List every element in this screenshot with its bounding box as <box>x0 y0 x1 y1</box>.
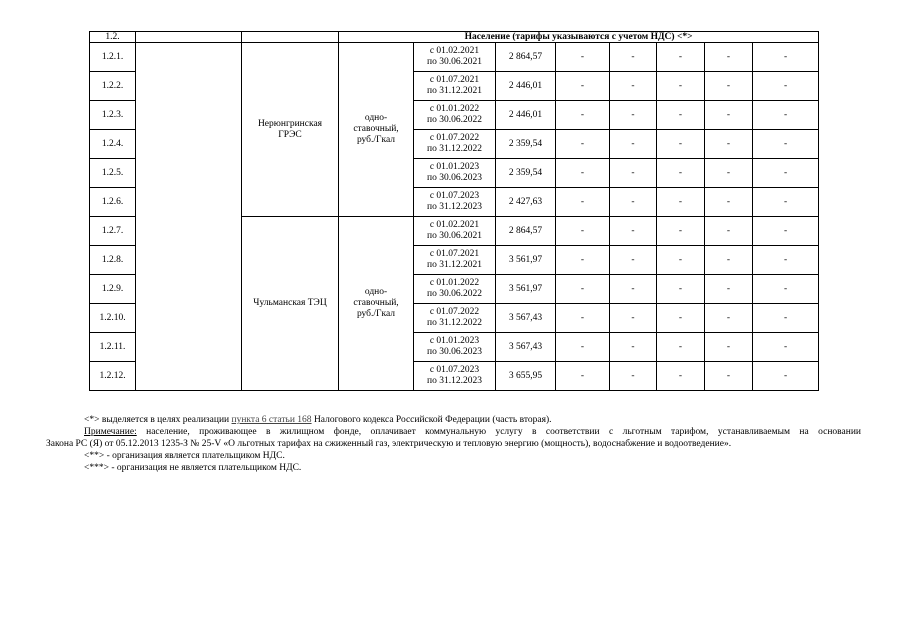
dash-cell: - <box>556 72 610 101</box>
period-cell <box>414 275 496 304</box>
tariff-value: 3 567,43 <box>496 304 556 333</box>
dash-cell: - <box>556 275 610 304</box>
dash-cell: - <box>705 217 753 246</box>
period-to: по 31.12.2022 <box>427 144 482 154</box>
tariff-value: 3 561,97 <box>496 246 556 275</box>
dash-cell: - <box>705 246 753 275</box>
footnotes <box>46 414 861 474</box>
row-number: 1.2.8. <box>90 246 136 275</box>
dash-cell: - <box>657 275 705 304</box>
tariff-value: 2 359,54 <box>496 159 556 188</box>
period-from: с 01.01.2022 <box>429 278 480 288</box>
table-row <box>90 43 819 72</box>
dash-cell: - <box>556 362 610 391</box>
blank-merged-cell <box>136 43 242 391</box>
period-from: с 01.07.2021 <box>429 75 480 85</box>
footnote-vat: <*> выделяется в целях реализации пункта 6 статьи 168 Налогового кодекса Российской Федерации (часть вторая). <box>84 415 552 425</box>
dash-cell: - <box>753 275 819 304</box>
dash-cell: - <box>610 362 657 391</box>
period-cell <box>414 72 496 101</box>
blank-cell <box>242 32 339 43</box>
row-number: 1.2.6. <box>90 188 136 217</box>
dash-cell: - <box>705 304 753 333</box>
blank-cell <box>136 32 242 43</box>
row-number: 1.2.1. <box>90 43 136 72</box>
period-to: по 30.06.2022 <box>427 115 482 125</box>
footnote-vat-payer: <**> - организация является плательщиком НДС. <box>84 451 285 461</box>
row-number: 1.2.7. <box>90 217 136 246</box>
dash-cell: - <box>610 130 657 159</box>
period-to: по 31.12.2021 <box>427 86 482 96</box>
row-number: 1.2.4. <box>90 130 136 159</box>
dash-cell: - <box>556 188 610 217</box>
tariff-value: 2 864,57 <box>496 43 556 72</box>
footnote-non-vat-payer: <***> - организация не является плательщиком НДС. <box>84 463 302 473</box>
period-cell <box>414 304 496 333</box>
period-from: с 01.02.2021 <box>429 46 480 56</box>
dash-cell: - <box>705 72 753 101</box>
tariff-value: 3 567,43 <box>496 333 556 362</box>
dash-cell: - <box>556 101 610 130</box>
dash-cell: - <box>657 188 705 217</box>
dash-cell: - <box>705 275 753 304</box>
note-line-1: Примечание: население, проживающее в жилищном фонде, оплачивает коммунальную услугу в соответствии с льготным тарифом, устанавливаемым на основании <box>84 427 861 437</box>
dash-cell: - <box>556 43 610 72</box>
tariff-type: одно-ставочный, руб./Гкал <box>339 217 414 391</box>
dash-cell: - <box>610 159 657 188</box>
period-from: с 01.01.2022 <box>429 104 480 114</box>
tariff-value: 2 446,01 <box>496 101 556 130</box>
tariff-type: одно-ставочный, руб./Гкал <box>339 43 414 217</box>
row-number: 1.2.12. <box>90 362 136 391</box>
dash-cell: - <box>610 246 657 275</box>
law-link[interactable]: пункта 6 статьи 168 <box>231 415 312 425</box>
tariff-value: 3 561,97 <box>496 275 556 304</box>
period-from: с 01.07.2023 <box>429 365 480 375</box>
section-header-row <box>90 32 819 43</box>
heat-source: Чульманская ТЭЦ <box>242 217 339 391</box>
dash-cell: - <box>657 43 705 72</box>
period-cell <box>414 188 496 217</box>
dash-cell: - <box>657 246 705 275</box>
period-from: с 01.02.2021 <box>429 220 480 230</box>
section-number: 1.2. <box>90 32 136 43</box>
dash-cell: - <box>610 333 657 362</box>
period-cell <box>414 362 496 391</box>
dash-cell: - <box>610 217 657 246</box>
tariff-value: 2 359,54 <box>496 130 556 159</box>
row-number: 1.2.3. <box>90 101 136 130</box>
dash-cell: - <box>556 246 610 275</box>
dash-cell: - <box>657 130 705 159</box>
period-from: с 01.07.2023 <box>429 191 480 201</box>
dash-cell: - <box>705 159 753 188</box>
dash-cell: - <box>753 217 819 246</box>
tariff-value: 3 655,95 <box>496 362 556 391</box>
dash-cell: - <box>705 43 753 72</box>
dash-cell: - <box>753 333 819 362</box>
period-to: по 30.06.2023 <box>427 173 482 183</box>
dash-cell: - <box>753 130 819 159</box>
dash-cell: - <box>753 159 819 188</box>
dash-cell: - <box>753 43 819 72</box>
dash-cell: - <box>753 72 819 101</box>
tariff-value: 2 864,57 <box>496 217 556 246</box>
period-cell <box>414 333 496 362</box>
dash-cell: - <box>705 188 753 217</box>
dash-cell: - <box>610 304 657 333</box>
row-number: 1.2.9. <box>90 275 136 304</box>
dash-cell: - <box>705 333 753 362</box>
period-to: по 30.06.2023 <box>427 347 482 357</box>
period-from: с 01.07.2022 <box>429 307 480 317</box>
dash-cell: - <box>753 101 819 130</box>
period-cell <box>414 159 496 188</box>
tariff-value: 2 427,63 <box>496 188 556 217</box>
dash-cell: - <box>753 188 819 217</box>
dash-cell: - <box>657 362 705 391</box>
period-cell <box>414 101 496 130</box>
dash-cell: - <box>556 333 610 362</box>
note-label: Примечание: <box>84 427 137 437</box>
dash-cell: - <box>657 72 705 101</box>
period-to: по 31.12.2023 <box>427 202 482 212</box>
dash-cell: - <box>556 304 610 333</box>
section-title: Население (тарифы указываются с учетом НДС) <*> <box>339 32 819 43</box>
period-to: по 30.06.2021 <box>427 57 482 67</box>
dash-cell: - <box>657 159 705 188</box>
period-from: с 01.01.2023 <box>429 162 480 172</box>
period-to: по 31.12.2023 <box>427 376 482 386</box>
dash-cell: - <box>610 72 657 101</box>
tariff-table <box>89 31 819 391</box>
dash-cell: - <box>657 101 705 130</box>
tariff-value: 2 446,01 <box>496 72 556 101</box>
period-cell <box>414 43 496 72</box>
row-number: 1.2.10. <box>90 304 136 333</box>
dash-cell: - <box>610 275 657 304</box>
row-number: 1.2.5. <box>90 159 136 188</box>
period-to: по 31.12.2021 <box>427 260 482 270</box>
heat-source: Нерюнгринская ГРЭС <box>242 43 339 217</box>
period-cell <box>414 217 496 246</box>
dash-cell: - <box>610 43 657 72</box>
dash-cell: - <box>610 188 657 217</box>
dash-cell: - <box>657 333 705 362</box>
dash-cell: - <box>657 217 705 246</box>
period-cell <box>414 246 496 275</box>
period-from: с 01.07.2021 <box>429 249 480 259</box>
period-to: по 31.12.2022 <box>427 318 482 328</box>
period-to: по 30.06.2021 <box>427 231 482 241</box>
dash-cell: - <box>753 304 819 333</box>
dash-cell: - <box>556 217 610 246</box>
dash-cell: - <box>705 362 753 391</box>
row-number: 1.2.2. <box>90 72 136 101</box>
dash-cell: - <box>705 101 753 130</box>
period-cell <box>414 130 496 159</box>
dash-cell: - <box>753 246 819 275</box>
period-from: с 01.01.2023 <box>429 336 480 346</box>
dash-cell: - <box>610 101 657 130</box>
period-from: с 01.07.2022 <box>429 133 480 143</box>
dash-cell: - <box>556 130 610 159</box>
row-number: 1.2.11. <box>90 333 136 362</box>
dash-cell: - <box>657 304 705 333</box>
period-to: по 30.06.2022 <box>427 289 482 299</box>
dash-cell: - <box>556 159 610 188</box>
note-line-2: Закона РС (Я) от 05.12.2013 1235-З № 25-V «О льготных тарифах на сжиженный газ, электрическую и тепловую энергию (мощность), водоснабжение и водоотведение». <box>46 439 732 449</box>
dash-cell: - <box>753 362 819 391</box>
dash-cell: - <box>705 130 753 159</box>
